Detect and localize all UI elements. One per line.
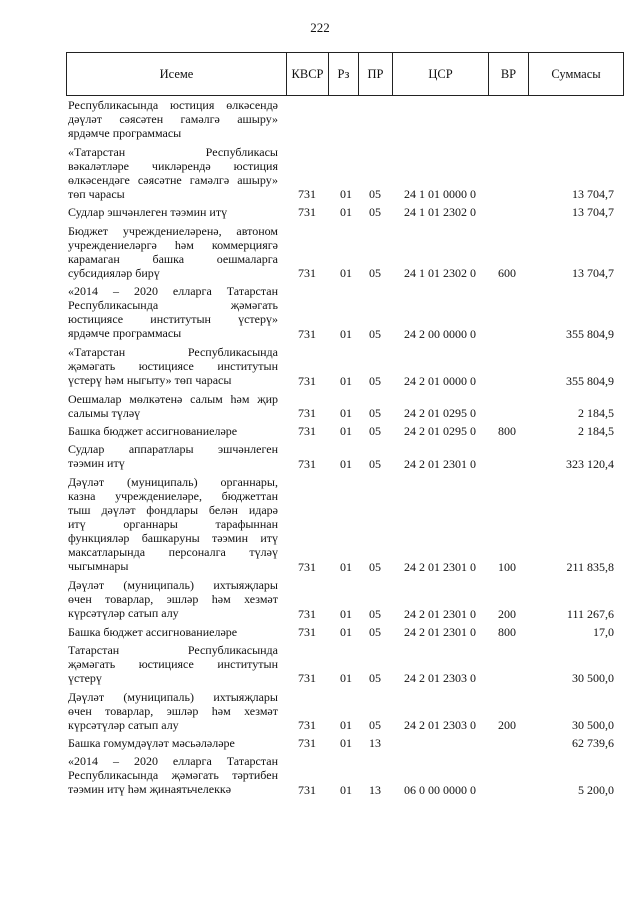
header-name: Исеме [67,53,287,95]
row-rz: 01 [340,424,352,439]
row-name [68,224,278,280]
row-kvsr: 731 [298,606,316,621]
row-name [68,392,278,420]
table-row [0,392,640,420]
row-name-line: тәэмин итү [68,456,125,471]
row-name [68,284,278,340]
row-rz: 01 [340,671,352,686]
row-name [68,145,278,201]
row-sum: 2 184,5 [578,405,614,420]
row-vr: 100 [498,559,516,574]
row-kvsr: 731 [298,736,316,751]
row-pr: 05 [369,373,381,388]
row-csr: 24 1 01 2302 0 [404,205,476,220]
row-rz: 01 [340,736,352,751]
row-name-line: юстициясе институтын үстерү» [68,312,278,327]
row-csr: 06 0 00 0000 0 [404,782,476,797]
row-csr: 24 2 00 0000 0 [404,326,476,341]
row-name-line: Дәүләт (муниципаль) ихтыяҗлары [68,689,278,704]
table-row [0,643,640,686]
row-name [68,690,278,732]
row-name [68,205,278,219]
row-pr: 05 [369,266,381,281]
row-vr: 600 [498,266,516,281]
row-kvsr: 731 [298,456,316,471]
header-kvsr: КВСР [287,53,329,95]
row-name-line: Республикасында юстиция өлкәсендә [68,98,278,112]
row-pr: 05 [369,624,381,639]
header-pr: ПР [359,53,393,95]
row-kvsr: 731 [298,624,316,639]
row-name [68,98,278,140]
row-name-line: өчен товарлар, эшләр һәм хезмәт [68,592,278,607]
row-name-line: вәкаләтләре чикләрендә юстиция [68,158,278,173]
row-pr: 05 [369,326,381,341]
row-pr: 05 [369,456,381,471]
row-vr: 800 [498,424,516,439]
row-name-line: җәмәгать юстициясе институтын [68,359,278,374]
row-name-line: чыгымнары [68,558,129,573]
row-csr: 24 1 01 0000 0 [404,187,476,202]
row-vr: 800 [498,624,516,639]
row-rz: 01 [340,456,352,471]
row-csr: 24 2 01 2301 0 [404,559,476,574]
row-name-line: «2014 – 2020 елларга Татарстан [68,754,278,769]
row-csr: 24 2 01 2303 0 [404,717,476,732]
row-kvsr: 731 [298,266,316,281]
row-kvsr: 731 [298,326,316,341]
row-name [68,643,278,685]
row-kvsr: 731 [298,559,316,574]
row-sum: 30 500,0 [572,717,614,732]
row-csr: 24 2 01 2303 0 [404,671,476,686]
row-name [68,475,278,573]
row-pr: 05 [369,405,381,420]
table-row [0,224,640,281]
row-sum: 2 184,5 [578,424,614,439]
row-kvsr: 731 [298,782,316,797]
row-csr: 24 2 01 2301 0 [404,624,476,639]
row-name-line: Судлар эшчәнлеген тәэмин итү [68,205,228,220]
row-sum: 30 500,0 [572,671,614,686]
row-rz: 01 [340,266,352,281]
row-csr: 24 2 01 0000 0 [404,373,476,388]
row-name-line: Башка бюджет ассигнованиеләре [68,424,238,439]
row-name-line: үстерү һәм ныгыту» төп чарасы [68,373,232,388]
row-kvsr: 731 [298,373,316,388]
header-vr: ВР [489,53,529,95]
row-sum: 355 804,9 [566,373,614,388]
row-name-line: өлкәсендәге сәясәтне гамәлгә ашыру» [68,172,278,187]
row-name-line: салымы түләү [68,405,141,420]
row-rz: 01 [340,405,352,420]
row-sum: 111 267,6 [566,606,614,621]
table-row [0,625,640,639]
row-pr: 13 [369,736,381,751]
row-rz: 01 [340,205,352,220]
row-rz: 01 [340,717,352,732]
table-row [0,578,640,621]
table-row [0,754,640,797]
row-name-line: күрсәтүләр сатып алу [68,717,179,732]
row-name-line: тыш дәүләт фондлары белән идарә [68,502,278,517]
row-sum: 17,0 [593,624,614,639]
row-pr: 05 [369,671,381,686]
row-name-line: Судлар аппаратлары эшчәнлеген [68,442,278,457]
table-row [0,145,640,202]
row-kvsr: 731 [298,205,316,220]
row-name-line: дәүләт сәясәтен гамәлгә ашыру» [68,112,278,126]
row-name-line: Бюджет учреждениеләренә, автоном [68,223,278,238]
table-row [0,284,640,341]
row-csr: 24 2 01 0295 0 [404,424,476,439]
row-pr: 05 [369,559,381,574]
row-pr: 05 [369,187,381,202]
row-rz: 01 [340,373,352,388]
row-name [68,754,278,796]
row-name-line: үстерү [68,671,102,685]
row-vr: 200 [498,606,516,621]
row-vr: 200 [498,717,516,732]
row-name-line: Башка бюджет ассигнованиеләре [68,624,238,639]
row-name-line: субсидияләр бирү [68,265,160,280]
row-name [68,736,278,750]
row-name-line: Республикасында җәмәгать [68,298,278,313]
table-row [0,98,640,141]
row-kvsr: 731 [298,405,316,420]
row-sum: 355 804,9 [566,326,614,341]
row-rz: 01 [340,559,352,574]
row-sum: 62 739,6 [572,736,614,751]
row-name-line: «2014 – 2020 елларга Татарстан [68,284,278,299]
row-csr: 24 2 01 2301 0 [404,606,476,621]
row-sum: 13 704,7 [572,187,614,202]
row-name-line: Дәүләт (муниципаль) органнары, [68,474,278,489]
row-sum: 13 704,7 [572,205,614,220]
row-pr: 05 [369,205,381,220]
row-name-line: Оешмалар мөлкәтенә салым һәм җир [68,391,278,406]
row-sum: 5 200,0 [578,782,614,797]
row-rz: 01 [340,624,352,639]
row-name-line: җәмәгать юстициясе институтын [68,657,278,671]
row-kvsr: 731 [298,671,316,686]
row-rz: 01 [340,782,352,797]
table-row [0,205,640,219]
row-name [68,345,278,387]
row-csr: 24 1 01 2302 0 [404,266,476,281]
row-name-line: Татарстан Республикасында [68,643,278,657]
row-pr: 05 [369,606,381,621]
row-sum: 211 835,8 [566,559,614,574]
table-row [0,475,640,574]
row-name-line: Республикасында җәмәгать тәртибен [68,768,278,783]
row-rz: 01 [340,326,352,341]
row-name-line: тәэмин итү һәм җинаятьчелеккә [68,782,232,797]
row-name-line: учреждениеләргә һәм коммерциягә [68,237,278,252]
header-rz: Рз [329,53,359,95]
row-name-line: функцияләр башкаруны тәэмин итү [68,530,278,545]
table-row [0,736,640,750]
row-name-line: карамаган башка оешмаларга [68,251,278,266]
row-name-line: өчен товарлар, эшләр һәм хезмәт [68,703,278,718]
row-name-line: итү органнары тарафыннан [68,516,278,531]
row-name-line: төп чарасы [68,186,125,201]
page-number: 222 [310,20,330,35]
row-rz: 01 [340,187,352,202]
table-row [0,442,640,470]
row-csr: 24 2 01 0295 0 [404,405,476,420]
row-sum: 13 704,7 [572,266,614,281]
header-sum: Суммасы [551,66,601,81]
row-rz: 01 [340,606,352,621]
row-name-line: ярдәмче программасы [68,126,182,140]
row-csr: 24 2 01 2301 0 [404,456,476,471]
row-pr: 05 [369,424,381,439]
row-kvsr: 731 [298,717,316,732]
row-name [68,442,278,470]
table-header [66,52,624,96]
row-name-line: Башка гомумдәүләт мәсьәләләре [68,736,235,751]
row-pr: 13 [369,782,381,797]
row-name [68,625,278,639]
header-csr: ЦСР [393,53,489,95]
table-row [0,690,640,733]
row-name-line: күрсәтүләр сатып алу [68,606,179,621]
row-name [68,424,278,438]
row-name [68,578,278,620]
row-name-line: «Татарстан Республикасы [68,144,278,159]
row-name-line: максатларында персоналга түләү [68,544,278,559]
table-row [0,424,640,438]
row-pr: 05 [369,717,381,732]
row-sum: 323 120,4 [566,456,614,471]
row-name-line: казна учреждениеләре, бюджеттан [68,488,278,503]
row-name-line: «Татарстан Республикасында [68,345,278,360]
row-kvsr: 731 [298,424,316,439]
table-row [0,345,640,388]
row-kvsr: 731 [298,187,316,202]
row-name-line: Дәүләт (муниципаль) ихтыяҗлары [68,578,278,593]
row-name-line: ярдәмче программасы [68,326,182,341]
